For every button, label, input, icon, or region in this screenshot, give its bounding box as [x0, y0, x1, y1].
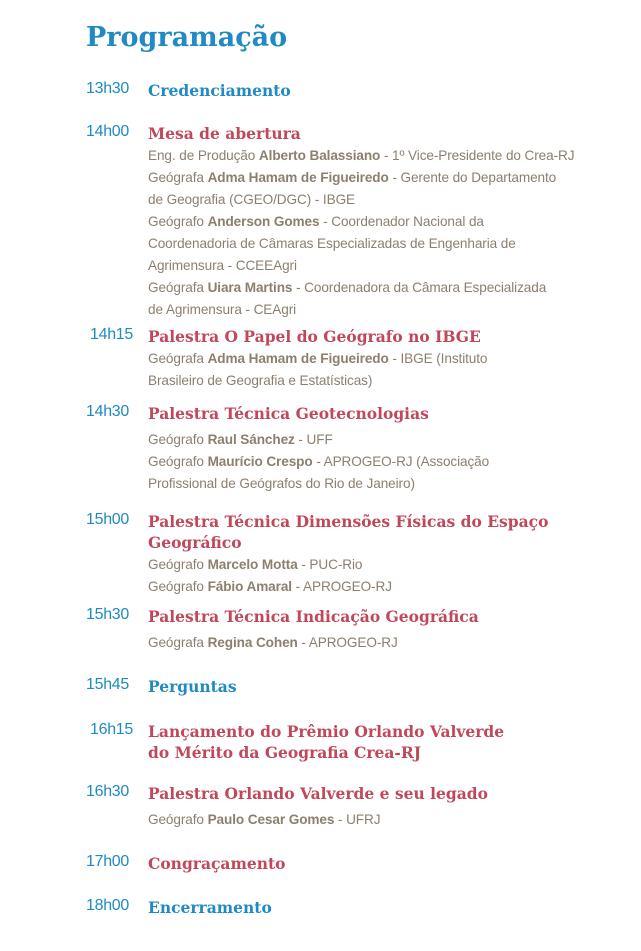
speaker-name: Marcelo Motta — [207, 557, 298, 572]
item-title-line: Palestra Técnica Dimensões Físicas do Espaço — [148, 512, 549, 531]
speaker-line: Geógrafo Maurício Crespo - APROGEO-RJ (Associação — [148, 454, 490, 469]
speaker-line: de Geografia (CGEO/DGC) - IBGE — [148, 192, 356, 207]
speaker-list — [148, 632, 618, 654]
speaker-name: Adma Hamam de Figueiredo — [207, 170, 389, 185]
item-time: 18h00 — [86, 897, 129, 914]
item-time: 14h30 — [86, 403, 129, 420]
speaker-list — [148, 348, 618, 392]
speaker-name: Maurício Crespo — [207, 454, 313, 469]
speaker-line: Geógrafa Adma Hamam de Figueiredo - IBGE (Instituto — [148, 351, 488, 366]
item-title: Credenciamento — [148, 81, 291, 100]
speaker-name: Adma Hamam de Figueiredo — [207, 351, 389, 366]
item-time: 14h15 — [90, 326, 133, 343]
speaker-line: Geógrafo Raul Sánchez - UFF — [148, 432, 333, 447]
speaker-line: Geógrafo Marcelo Motta - PUC-Rio — [148, 557, 363, 572]
speaker-line: Coordenadoria de Câmaras Especializadas de Engenharia de — [148, 236, 516, 251]
speaker-name: Anderson Gomes — [207, 214, 320, 229]
item-time: 15h30 — [86, 606, 129, 623]
item-title-line: Lançamento do Prêmio Orlando Valverde — [148, 722, 505, 741]
item-title: Palestra Técnica Indicação Geográfica — [148, 607, 479, 626]
speaker-line: de Agrimensura - CEAgri — [148, 302, 297, 317]
speaker-line: Geógrafa Adma Hamam de Figueiredo - Gerente do Departamento — [148, 170, 557, 185]
speaker-name: Fábio Amaral — [207, 579, 292, 594]
page-title: Programação — [86, 22, 288, 53]
item-title: Palestra O Papel do Geógrafo no IBGE — [148, 327, 481, 346]
item-time: 15h00 — [86, 511, 129, 528]
speaker-name: Uiara Martins — [207, 280, 293, 295]
item-title: Mesa de abertura — [148, 124, 301, 143]
speaker-name: Paulo Cesar Gomes — [207, 812, 335, 827]
speaker-line: Eng. de Produção Alberto Balassiano - 1º Vice-Presidente do Crea-RJ — [148, 148, 575, 163]
speaker-list — [148, 554, 618, 598]
item-title-line: do Mérito da Geografia Crea-RJ — [148, 743, 422, 762]
item-title: Palestra Técnica Geotecnologias — [148, 404, 429, 423]
item-title: Perguntas — [148, 677, 237, 696]
speaker-line: Profissional de Geógrafos do Rio de Janeiro) — [148, 476, 415, 491]
speaker-line: Agrimensura - CCEEAgri — [148, 258, 297, 273]
item-title: Congraçamento — [148, 854, 286, 873]
item-time: 13h30 — [86, 80, 129, 97]
speaker-line: Geógrafo Paulo Cesar Gomes - UFRJ — [148, 812, 381, 827]
item-time: 16h15 — [90, 721, 133, 738]
item-time: 16h30 — [86, 783, 129, 800]
item-time: 15h45 — [86, 676, 129, 693]
speaker-list — [148, 809, 618, 831]
item-title: Encerramento — [148, 898, 272, 917]
speaker-line: Brasileiro de Geografia e Estatísticas) — [148, 373, 373, 388]
item-time: 14h00 — [86, 123, 129, 140]
item-title: Palestra Orlando Valverde e seu legado — [148, 784, 488, 803]
speaker-line: Geógrafo Fábio Amaral - APROGEO-RJ — [148, 579, 392, 594]
speaker-list — [148, 145, 618, 321]
item-time: 17h00 — [86, 853, 129, 870]
speaker-line: Geógrafa Regina Cohen - APROGEO-RJ — [148, 635, 398, 650]
speaker-list — [148, 429, 618, 495]
speaker-name: Raul Sánchez — [207, 432, 295, 447]
speaker-name: Regina Cohen — [207, 635, 298, 650]
speaker-line: Geógrafo Anderson Gomes - Coordenador Nacional da — [148, 214, 484, 229]
speaker-name: Alberto Balassiano — [258, 148, 381, 163]
item-title-line: Geográfico — [148, 533, 242, 552]
speaker-line: Geógrafa Uiara Martins - Coordenadora da Câmara Especializada — [148, 280, 547, 295]
